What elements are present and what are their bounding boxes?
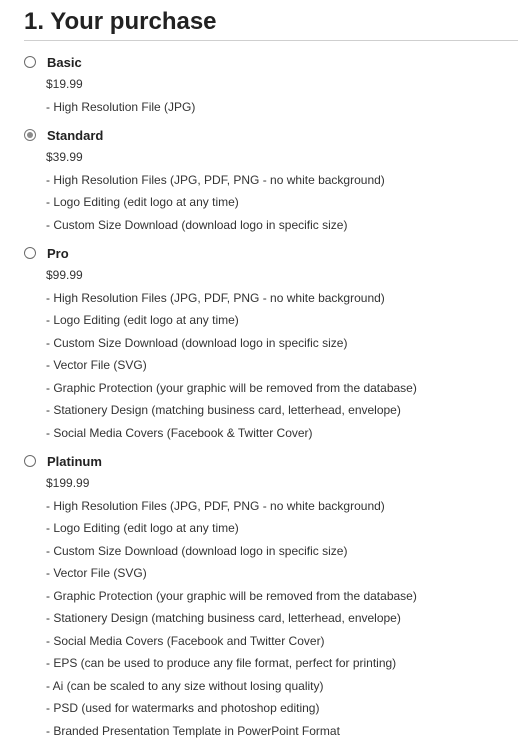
plan-feature-list xyxy=(22,495,522,743)
plan-list xyxy=(22,51,522,748)
plan-feature: - Ai (can be scaled to any size without losing quality) xyxy=(46,678,324,693)
plan-feature: - Branded Presentation Template in PowerPoint Format xyxy=(46,723,340,738)
plan-radio-standard[interactable] xyxy=(24,129,36,141)
plan-feature: - Graphic Protection (your graphic will be removed from the database) xyxy=(46,380,417,395)
plan-price: $199.99 xyxy=(46,476,90,490)
plan-feature: - High Resolution Files (JPG, PDF, PNG - no white background) xyxy=(46,290,385,305)
plan-feature: - Logo Editing (edit logo at any time) xyxy=(46,195,239,209)
plan-select-row[interactable] xyxy=(22,124,522,146)
plan-feature: - PSD (used for watermarks and photoshop editing) xyxy=(46,701,320,715)
plan-feature: - High Resolution Files (JPG, PDF, PNG - no white background) xyxy=(46,172,385,187)
plan-radio-basic[interactable] xyxy=(24,56,36,68)
plan-feature: - Custom Size Download (download logo in specific size) xyxy=(46,335,348,350)
plan-feature: - Graphic Protection (your graphic will be removed from the database) xyxy=(46,588,417,603)
plan-option-pro xyxy=(22,242,522,444)
plan-feature: - Vector File (SVG) xyxy=(46,566,147,580)
plan-select-row[interactable] xyxy=(22,51,522,73)
plan-select-row[interactable] xyxy=(22,450,522,472)
plan-feature: - Social Media Covers (Facebook & Twitter Cover) xyxy=(46,425,313,440)
page-title: 1. Your purchase xyxy=(24,8,217,35)
plan-feature-list xyxy=(22,96,522,119)
plan-radio-platinum[interactable] xyxy=(24,455,36,467)
plan-feature: - Logo Editing (edit logo at any time) xyxy=(46,521,239,535)
plan-feature-list xyxy=(22,287,522,445)
plan-name[interactable]: Pro xyxy=(47,245,69,261)
plan-feature: - Vector File (SVG) xyxy=(46,358,147,372)
plan-feature: - Custom Size Download (download logo in specific size) xyxy=(46,217,348,232)
plan-option-standard xyxy=(22,124,522,236)
plan-name[interactable]: Platinum xyxy=(47,453,102,469)
plan-feature: - EPS (can be used to produce any file format, perfect for printing) xyxy=(46,656,397,670)
title-divider xyxy=(24,40,518,41)
plan-name[interactable]: Standard xyxy=(47,127,104,143)
plan-feature: - High Resolution Files (JPG, PDF, PNG - no white background) xyxy=(46,498,385,513)
plan-price: $99.99 xyxy=(46,268,83,282)
plan-name[interactable]: Basic xyxy=(47,54,82,70)
plan-feature: - High Resolution File (JPG) xyxy=(46,99,196,114)
plan-feature: - Logo Editing (edit logo at any time) xyxy=(46,313,239,327)
plan-feature: - Stationery Design (matching business card, letterhead, envelope) xyxy=(46,611,401,625)
plan-feature: - Social Media Covers (Facebook and Twitter Cover) xyxy=(46,633,325,648)
plan-price: $39.99 xyxy=(46,150,83,164)
plan-price: $19.99 xyxy=(46,77,83,91)
plan-option-platinum xyxy=(22,450,522,742)
plan-feature-list xyxy=(22,169,522,237)
plan-feature: - Stationery Design (matching business card, letterhead, envelope) xyxy=(46,403,401,417)
plan-radio-pro[interactable] xyxy=(24,247,36,259)
plan-select-row[interactable] xyxy=(22,242,522,264)
plan-option-basic xyxy=(22,51,522,118)
plan-feature: - Custom Size Download (download logo in specific size) xyxy=(46,543,348,558)
